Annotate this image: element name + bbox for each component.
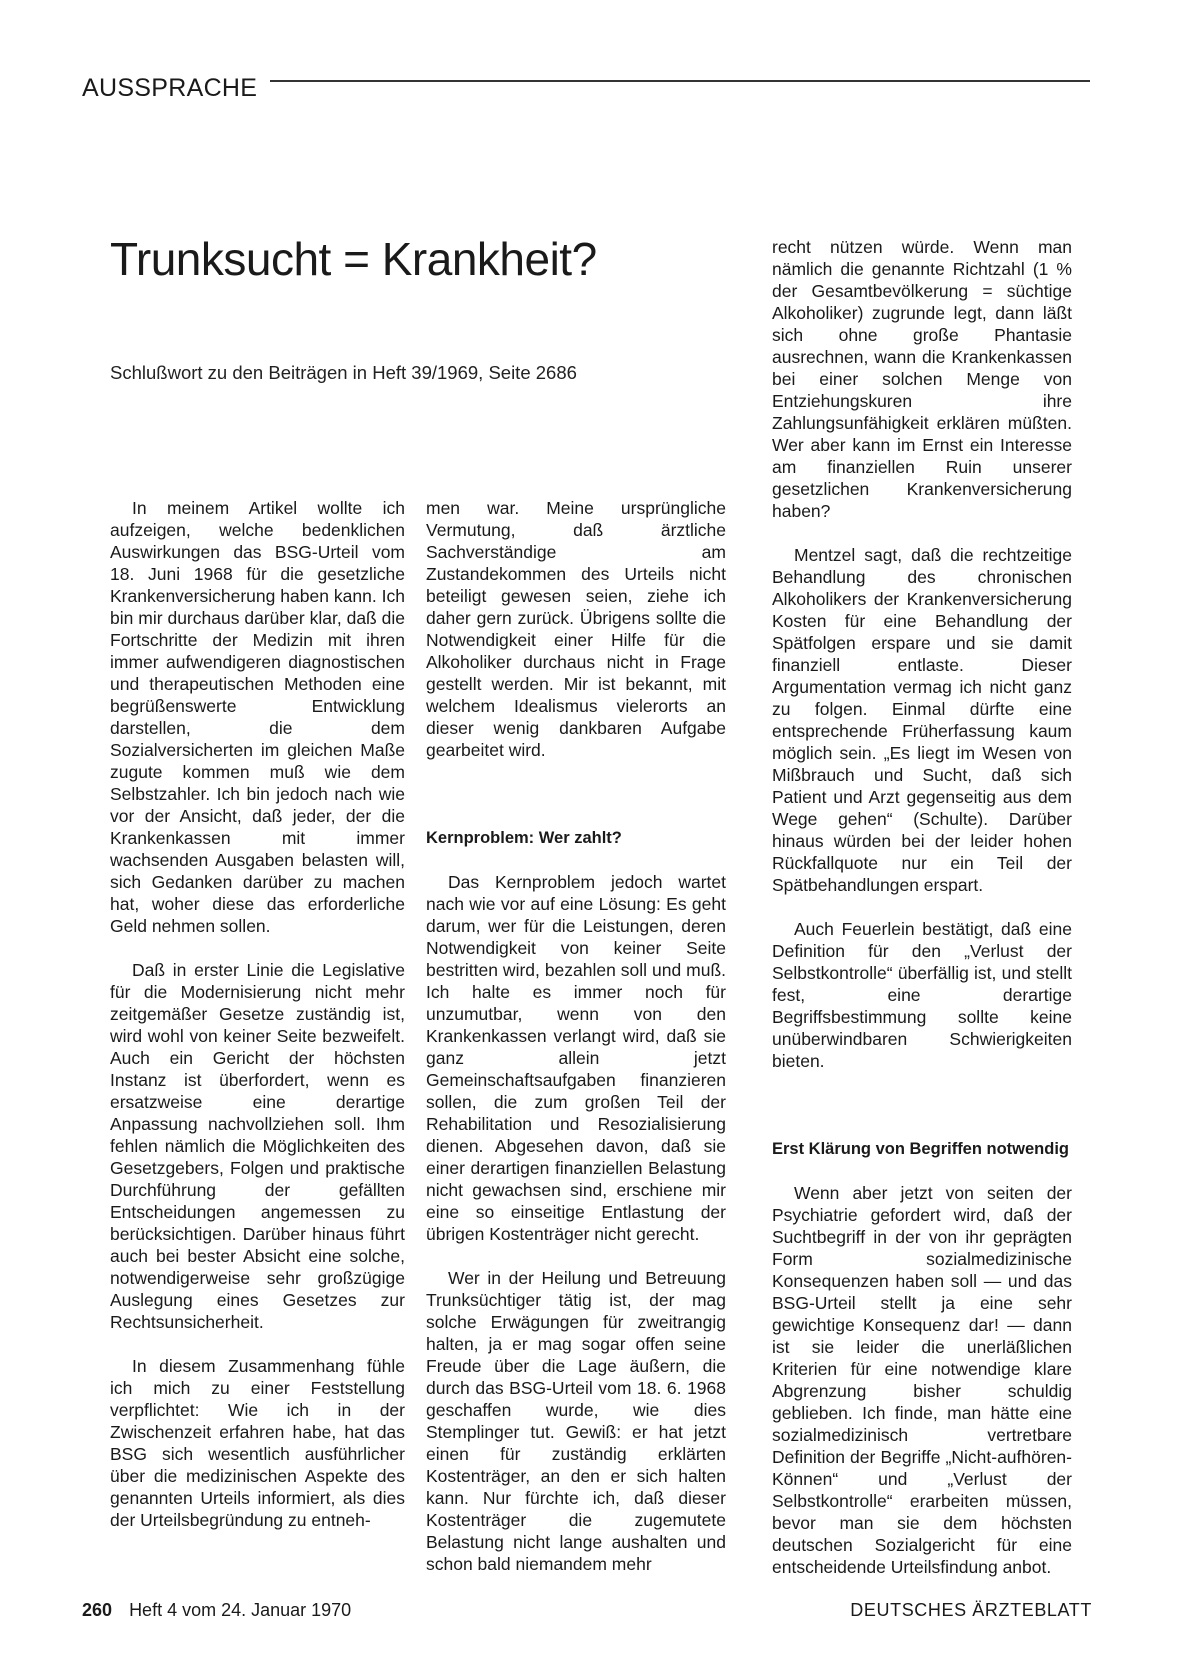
text-column-2 — [426, 497, 726, 1597]
page-number: 260 — [82, 1600, 113, 1620]
paragraph: Wenn aber jetzt von seiten der Psychiatrie gefordert wird, daß der Suchtbegriff in der von ihr geprägten Form sozialmedizinische Konsequenzen haben soll — und das BSG-Urteil stellt ja eine sehr gewichtige Konsequenz dar! — dann ist sie leider die unerläßlichen Kriterien für eine notwendige klare Abgrenzung bisher schuldig geblieben. Ich finde, man hätte eine sozialmedizinisch vertretbare Definition der Begriffe „Nicht-aufhören-Können“ und „Verlust der Selbstkontrolle“ erarbeiten müssen, bevor man sie dem höchsten deutschen Sozialgericht für eine entscheidende Urteilsfindung anbot. — [772, 1183, 1072, 1577]
paragraph: In meinem Artikel wollte ich aufzeigen, welche bedenklichen Auswirkungen das BSG-Urteil vom 18. Juni 1968 für die gesetzliche Krankenversicherung haben kann. Ich bin mir durchaus darüber klar, daß die Fortschritte der Medizin mit ihren immer aufwendigeren diagnostischen und therapeutischen Methoden eine begrüßenswerte Entwicklung darstellen, die dem Sozialversicherten im gleichen Maße zugute kommen muß wie dem Selbstzahler. Ich bin jedoch nach wie vor der Ansicht, daß jeder, der die Krankenkassen mit immer wachsenden Ausgaben belasten will, sich Gedanken darüber zu machen hat, woher diese das erforderliche Geld nehmen sollen. — [110, 498, 405, 936]
section-header: AUSSPRACHE — [82, 74, 258, 102]
article-subtitle: Schlußwort zu den Beiträgen in Heft 39/1969, Seite 2686 — [110, 362, 577, 383]
paragraph: Das Kernproblem jedoch wartet nach wie vor auf eine Lösung: Es geht darum, wer für die Leistungen, deren Notwendigkeit von keiner Seite bestritten wird, bezahlen soll und muß. Ich halte es immer noch für unzumutbar, wenn von den Krankenkassen verlangt wird, daß sie ganz allein jetzt Gemeinschaftsaufgaben finanzieren sollen, die zum großen Teil der Rehabilitation und Resozialisierung dienen. Abgesehen davon, daß sie einer derartigen finanziellen Belastung nicht gewachsen sind, erschiene mir eine so einseitige Entlastung der übrigen Kostenträger nicht gerecht. — [426, 872, 726, 1244]
paragraph: men war. Meine ursprüngliche Vermutung, daß ärztliche Sachverständige am Zustandekommen des Urteils nicht beteiligt gewesen seien, ziehe ich daher gern zurück. Übrigens sollte die Notwendigkeit einer Hilfe für die Alkoholiker durchaus nicht in Frage gestellt werden. Mir ist bekannt, mit welchem Idealismus vielerorts an dieser wenig dankbaren Aufgabe gearbeitet wird. — [426, 498, 726, 760]
issue-info: Heft 4 vom 24. Januar 1970 — [129, 1600, 352, 1620]
footer-left — [82, 1600, 351, 1621]
paragraph: recht nützen würde. Wenn man nämlich die genannte Richtzahl (1 % der Gesamtbevölkerung = süchtige Alkoholiker) zugrunde legt, dann läßt sich ohne große Phantasie ausrechnen, wann die Krankenkassen bei einer solchen Menge von Entziehungskuren ihre Zahlungsunfähigkeit erklären müßten. Wer aber kann im Ernst ein Interesse am finanziellen Ruin unserer gesetzlichen Krankenversicherung haben? — [772, 237, 1072, 521]
section-heading: Erst Klärung von Begriffen notwendig — [772, 1140, 1070, 1158]
article-title: Trunksucht = Krankheit? — [110, 233, 597, 285]
journal-name: DEUTSCHES ÄRZTEBLATT — [850, 1600, 1092, 1620]
paragraph: Wer in der Heilung und Betreuung Trunksüchtiger tätig ist, der mag solche Erwägungen für zweitrangig halten, ja er mag sogar offen seine Freude über die Lage äußern, die durch das BSG-Urteil vom 18. 6. 1968 geschaffen wurde, wie dies Stemplinger tut. Gewiß: er hat jetzt einen für zuständig erklärten Kostenträger, an den er sich halten kann. Nur fürchte ich, daß dieser Kostenträger die zugemutete Belastung nicht lange aushalten und schon bald niemandem mehr — [426, 1268, 726, 1574]
header-rule — [270, 80, 1090, 82]
text-column-1 — [110, 497, 405, 1553]
text-column-3 — [772, 236, 1072, 1600]
paragraph: Daß in erster Linie die Legislative für die Modernisierung nicht mehr zeitgemäßer Gesetze zuständig ist, wird wohl von keiner Seite bezweifelt. Auch ein Gericht der höchsten Instanz ist überfordert, wenn es ersatzweise eine derartige Anpassung nachvollziehen soll. Ihm fehlen nämlich die Möglichkeiten des Gesetzgebers, Folgen und praktische Durchführung der gefällten Entscheidungen angemessen zu berücksichtigen. Darüber hinaus führt auch bei bester Absicht eine solche, notwendigerweise sehr großzügige Auslegung eines Gesetzes zur Rechtsunsicherheit. — [110, 960, 405, 1332]
paragraph: Mentzel sagt, daß die rechtzeitige Behandlung des chronischen Alkoholikers der Krankenversicherung Kosten für eine Behandlung der Spätfolgen erspare und sie damit finanziell entlaste. Dieser Argumentation vermag ich nicht ganz zu folgen. Einmal dürfte eine entsprechende Früherfassung kaum möglich sein. „Es liegt im Wesen von Mißbrauch und Sucht, daß sich Patient und Arzt gegenseitig aus dem Wege gehen“ (Schulte). Darüber hinaus würden bei der leider hohen Rückfallquote nur ein Teil der Spätbehandlungen erspart. — [772, 545, 1072, 895]
section-heading: Kernproblem: Wer zahlt? — [426, 829, 622, 847]
paragraph: In diesem Zusammenhang fühle ich mich zu einer Feststellung verpflichtet: Wie ich in der Zwischenzeit erfahren habe, hat das BSG sich wesentlich ausführlicher über die medizinischen Aspekte des genannten Urteils informiert, als dies der Urteilsbegründung zu entneh- — [110, 1356, 405, 1530]
paragraph: Auch Feuerlein bestätigt, daß eine Definition für den „Verlust der Selbstkontrolle“ überfällig ist, und stellt fest, eine derartige Begriffsbestimmung sollte keine unüberwindbaren Schwierigkeiten bieten. — [772, 919, 1072, 1071]
